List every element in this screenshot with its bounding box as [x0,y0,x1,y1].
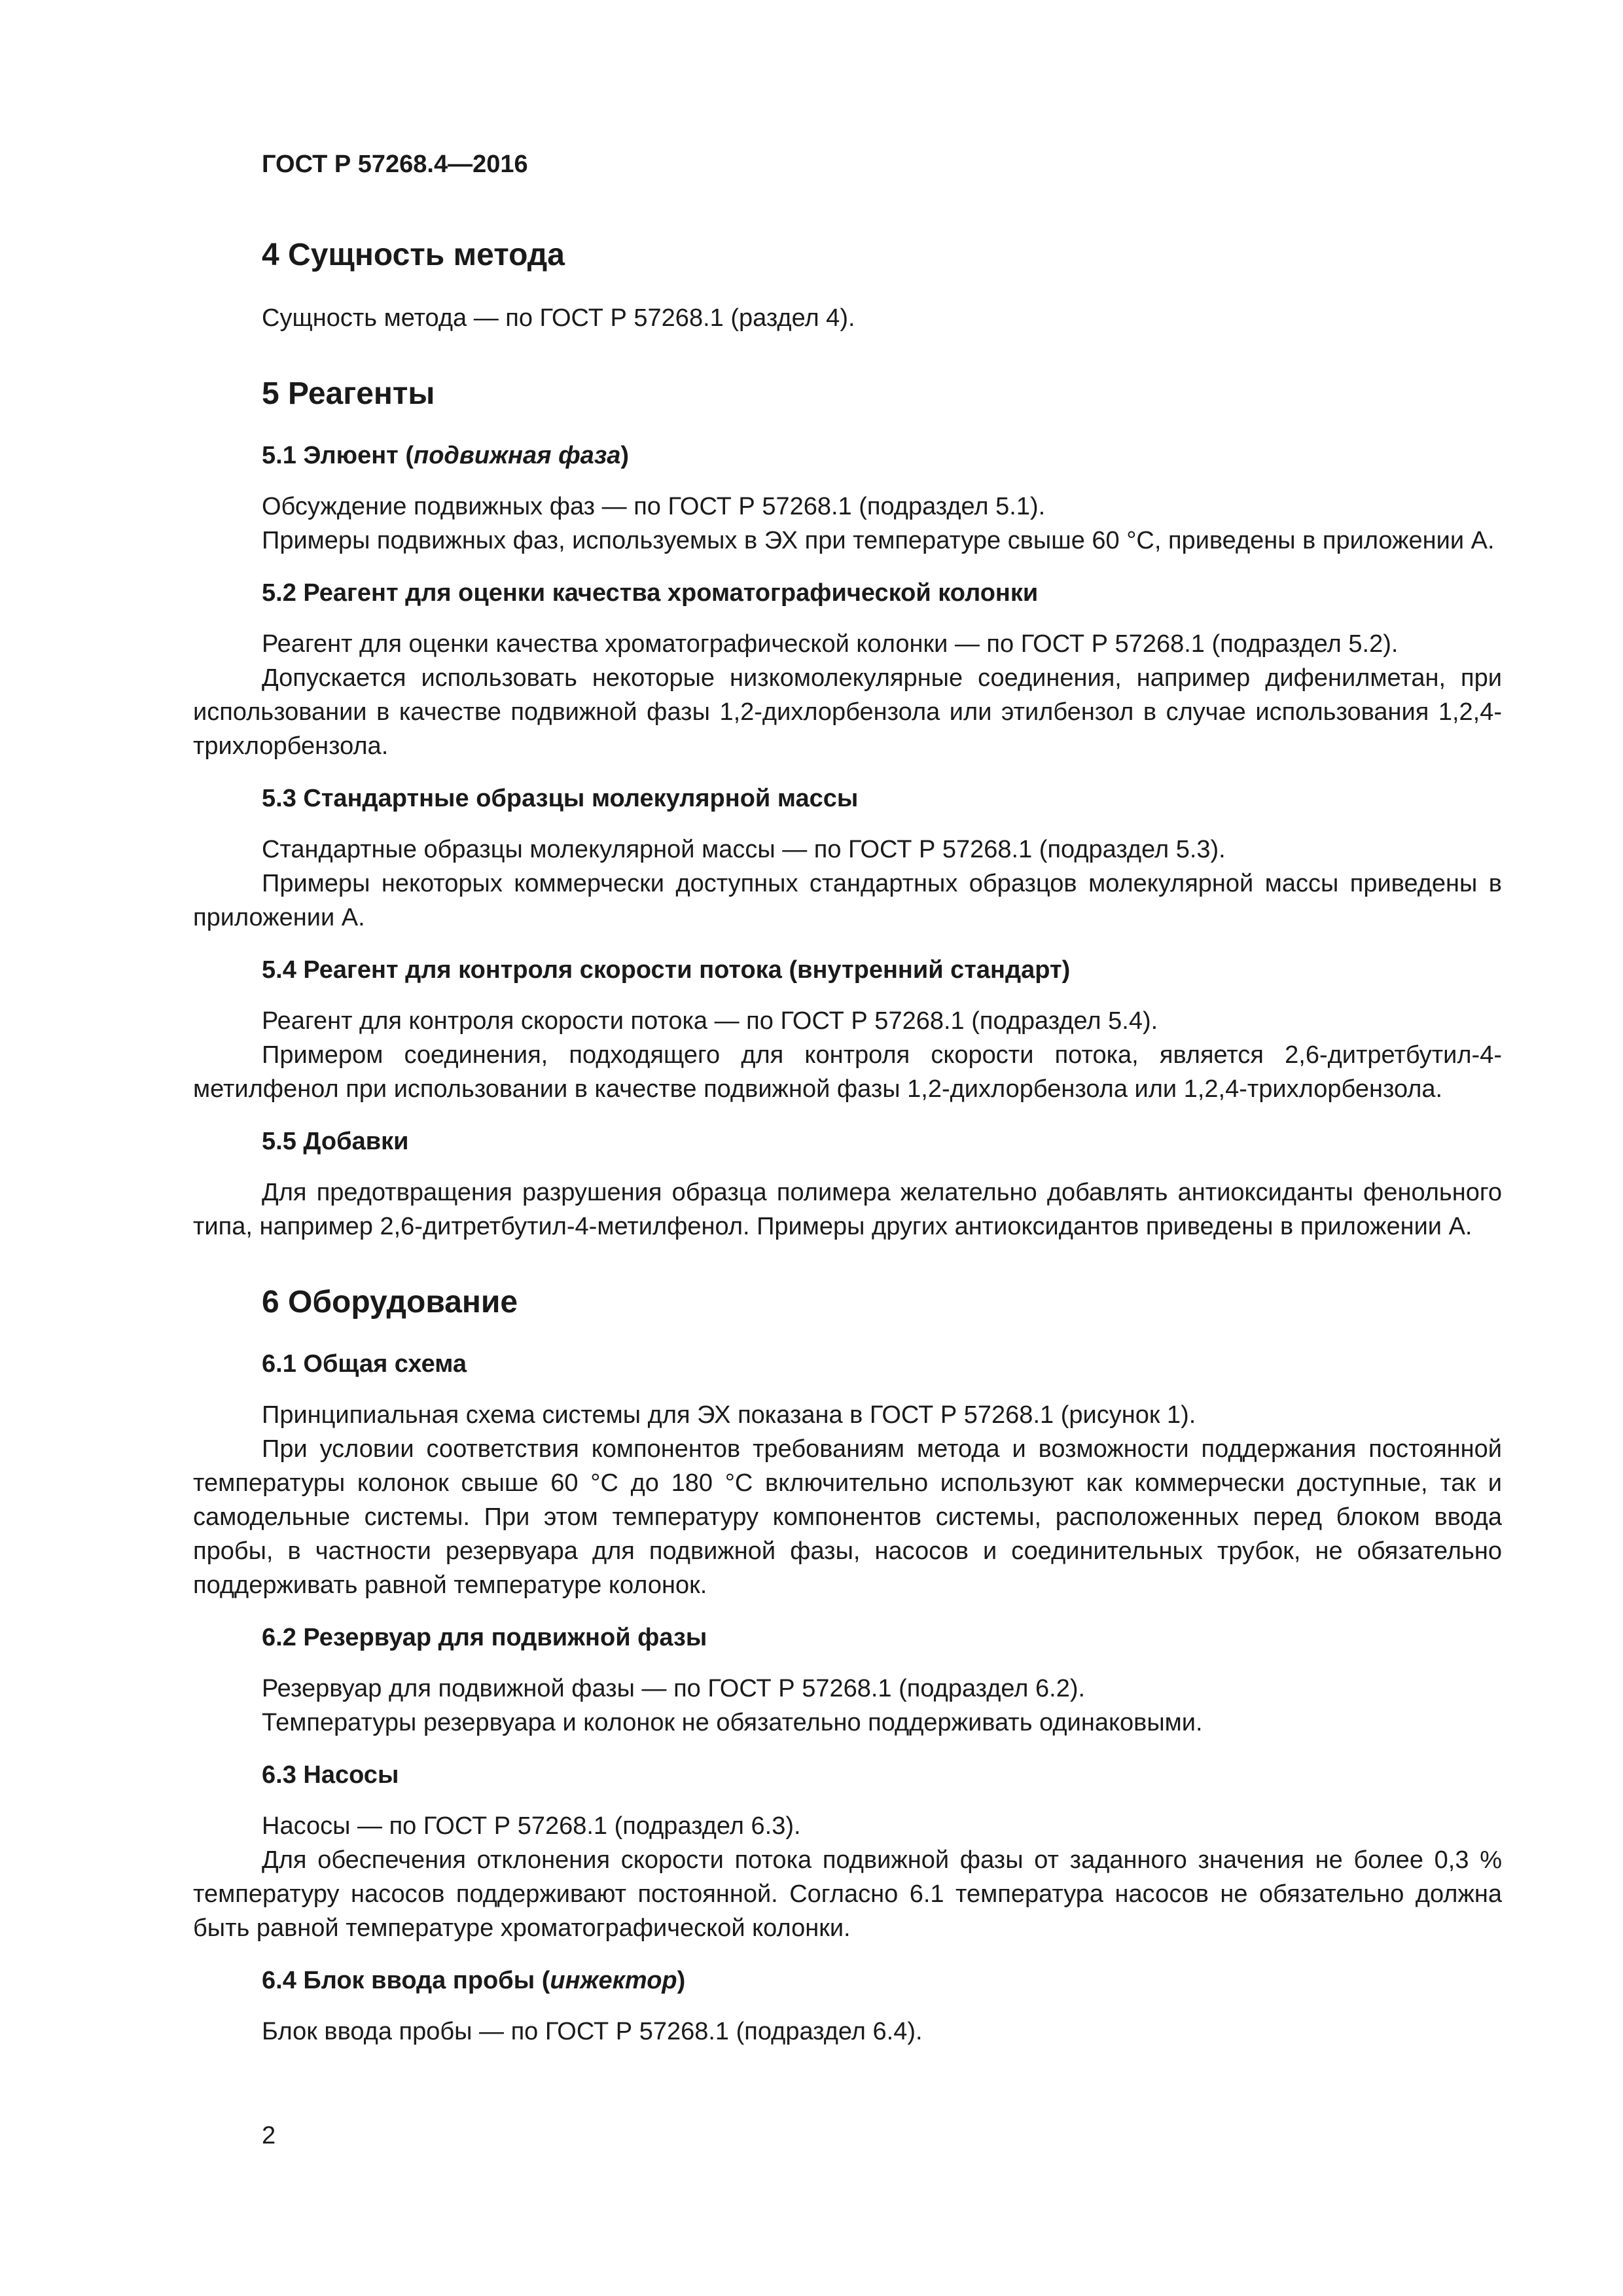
section-4-heading: 4 Сущность метода [262,238,565,272]
subsection-6-4-paragraph-1: Блок ввода пробы — по ГОСТ Р 57268.1 (подраздел 6.4). [262,2018,923,2045]
section-5-heading: 5 Реагенты [262,376,435,411]
subsection-5-5-heading: 5.5 Добавки [262,1128,409,1155]
subsection-5-1-paragraph-1: Обсуждение подвижных фаз — по ГОСТ Р 57268.1 (подраздел 5.1). [262,493,1046,520]
subsection-5-1-heading [193,440,1502,471]
subsection-6-2-paragraph-2: Температуры резервуара и колонок не обязательно поддерживать одинаковыми. [262,1709,1203,1736]
subsection-5-4-paragraph-1: Реагент для контроля скорости потока — по ГОСТ Р 57268.1 (подраздел 5.4). [262,1007,1158,1035]
subsection-6-4-heading-tail: ) [677,1967,686,1994]
subsection-6-1-paragraph-1: Принципиальная схема системы для ЭХ показана в ГОСТ Р 57268.1 (рисунок 1). [262,1401,1196,1429]
subsection-5-2-paragraph-1: Реагент для оценки качества хроматографической колонки — по ГОСТ Р 57268.1 (подраздел 5.2). [262,630,1399,658]
page-content [193,196,1502,2049]
page-number: 2 [262,2122,276,2149]
subsection-5-4-paragraph-2: Примером соединения, подходящего для контроля скорости потока, является 2,6-дитретбутил-4-метилфенол при использовании в качестве подвижной фазы 1,2-дихлорбензола или 1,2,4-трихлорбензола. [193,1041,1502,1103]
subsection-5-2-heading: 5.2 Реагент для оценки качества хроматографической колонки [262,579,1039,607]
subsection-5-1-heading-italic: подвижная фаза [413,442,621,469]
subsection-6-2-heading: 6.2 Резервуар для подвижной фазы [262,1624,707,1651]
subsection-6-3-heading: 6.3 Насосы [262,1761,399,1789]
subsection-5-1-heading-tail: ) [620,442,629,469]
subsection-6-4-heading-italic: инжектор [550,1967,677,1994]
section-6-heading: 6 Оборудование [262,1285,518,1319]
subsection-5-2-paragraph-2: Допускается использовать некоторые низкомолекулярные соединения, например дифенилметан, при использовании в качестве подвижной фазы 1,2-дихлорбензола или этилбензол в случае использования 1,2,4-трихлорбензола. [193,664,1502,760]
subsection-6-1-paragraph-2: При условии соответствия компонентов требованиям метода и возможности поддержания постоянной температуры колонок свыше 60 °С до 180 °С включительно используют как коммерчески доступные, так и самодельные системы. При этом температуру компонентов системы, расположенных перед блоком ввода пробы, в частности резервуара для подвижной фазы, насосов и соединительных трубок, не обязательно поддерживать равной температуре колонок. [193,1435,1502,1599]
subsection-5-3-paragraph-1: Стандартные образцы молекулярной массы — по ГОСТ Р 57268.1 (подраздел 5.3). [262,836,1226,863]
subsection-5-5-paragraph-1: Для предотвращения разрушения образца полимера желательно добавлять антиоксиданты фенольного типа, например 2,6-дитретбутил-4-метилфенол. Примеры других антиоксидантов приведены в приложении А. [193,1179,1502,1240]
subsection-6-4-heading [193,1965,1502,1996]
subsection-6-2-paragraph-1: Резервуар для подвижной фазы — по ГОСТ Р 57268.1 (подраздел 6.2). [262,1675,1086,1702]
section-4-paragraph: Сущность метода — по ГОСТ Р 57268.1 (раздел 4). [262,304,855,332]
subsection-5-4-heading: 5.4 Реагент для контроля скорости потока (внутренний стандарт) [262,956,1071,984]
subsection-5-3-heading: 5.3 Стандартные образцы молекулярной массы [262,785,859,812]
subsection-5-3-paragraph-2: Примеры некоторых коммерчески доступных стандартных образцов молекулярной массы приведены в приложении А. [193,870,1502,931]
subsection-6-3-paragraph-2: Для обеспечения отклонения скорости потока подвижной фазы от заданного значения не более 0,3 % температуру насосов поддерживают постоянной. Согласно 6.1 температура насосов не обязательно должна быть равной температуре хроматографической колонки. [193,1846,1502,1942]
subsection-5-1-paragraph-2: Примеры подвижных фаз, используемых в ЭХ при температуре свыше 60 °С, приведены в приложении А. [262,527,1495,554]
document-code-header: ГОСТ Р 57268.4—2016 [262,151,528,178]
subsection-6-1-heading: 6.1 Общая схема [262,1350,467,1378]
subsection-6-4-heading-lead: 6.4 Блок ввода пробы ( [262,1967,550,1994]
subsection-5-1-heading-lead: 5.1 Элюент ( [262,442,414,469]
subsection-6-3-paragraph-1: Насосы — по ГОСТ Р 57268.1 (подраздел 6.3). [262,1812,801,1840]
